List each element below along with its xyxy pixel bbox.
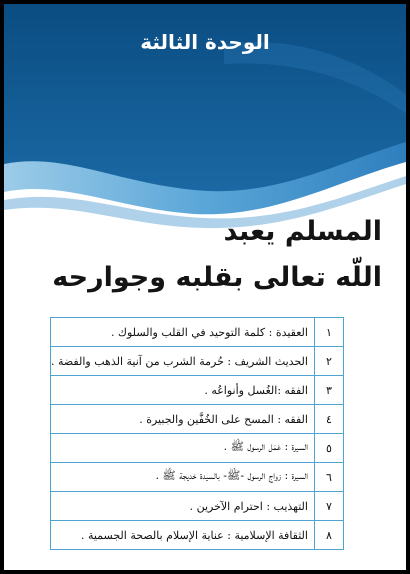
- table-row: [51, 463, 344, 492]
- page-title-line2: اللّه تعالى بقلبه وجوارحه: [52, 262, 382, 293]
- lesson-title: الحديث الشريف : حُرمة الشرب من آنية الذهب والفضة .: [51, 347, 315, 376]
- table-row: [51, 405, 344, 434]
- table-row: [51, 492, 344, 521]
- lesson-number: ٣: [314, 376, 343, 405]
- table-row: [51, 376, 344, 405]
- book-page: [4, 4, 406, 570]
- page-title-line1: المسلم يعبد: [223, 216, 382, 247]
- lesson-number: ١: [314, 318, 343, 347]
- lesson-number: ٧: [314, 492, 343, 521]
- lesson-number: ٥: [314, 434, 343, 463]
- lessons-table: [50, 317, 344, 550]
- table-row: [51, 434, 344, 463]
- unit-title: الوحدة الثالثة: [140, 30, 270, 54]
- lesson-title: الثقافة الإسلامية : عناية الإسلام بالصحة الجسمية .: [51, 521, 315, 550]
- lesson-title: الفقه :الغُسل وأنواعُه .: [51, 376, 315, 405]
- lesson-title: السيرة : زواج الرسول -ﷺ- بالسيدة خديجة ﷺ .: [51, 463, 315, 492]
- lesson-number: ٨: [314, 521, 343, 550]
- lesson-number: ٤: [314, 405, 343, 434]
- lesson-number: ٦: [314, 463, 343, 492]
- lesson-title: السيرة : عَمَل الرسول ﷺ .: [51, 434, 315, 463]
- lesson-title: الفقه : المسح على الخُفَّين والجبيرة .: [51, 405, 315, 434]
- table-row: [51, 318, 344, 347]
- lesson-title: التهذيب : احترام الآخرين .: [51, 492, 315, 521]
- lesson-title: العقيدة : كلمة التوحيد في القلب والسلوك .: [51, 318, 315, 347]
- table-row: [51, 521, 344, 550]
- table-row: [51, 347, 344, 376]
- lesson-number: ٢: [314, 347, 343, 376]
